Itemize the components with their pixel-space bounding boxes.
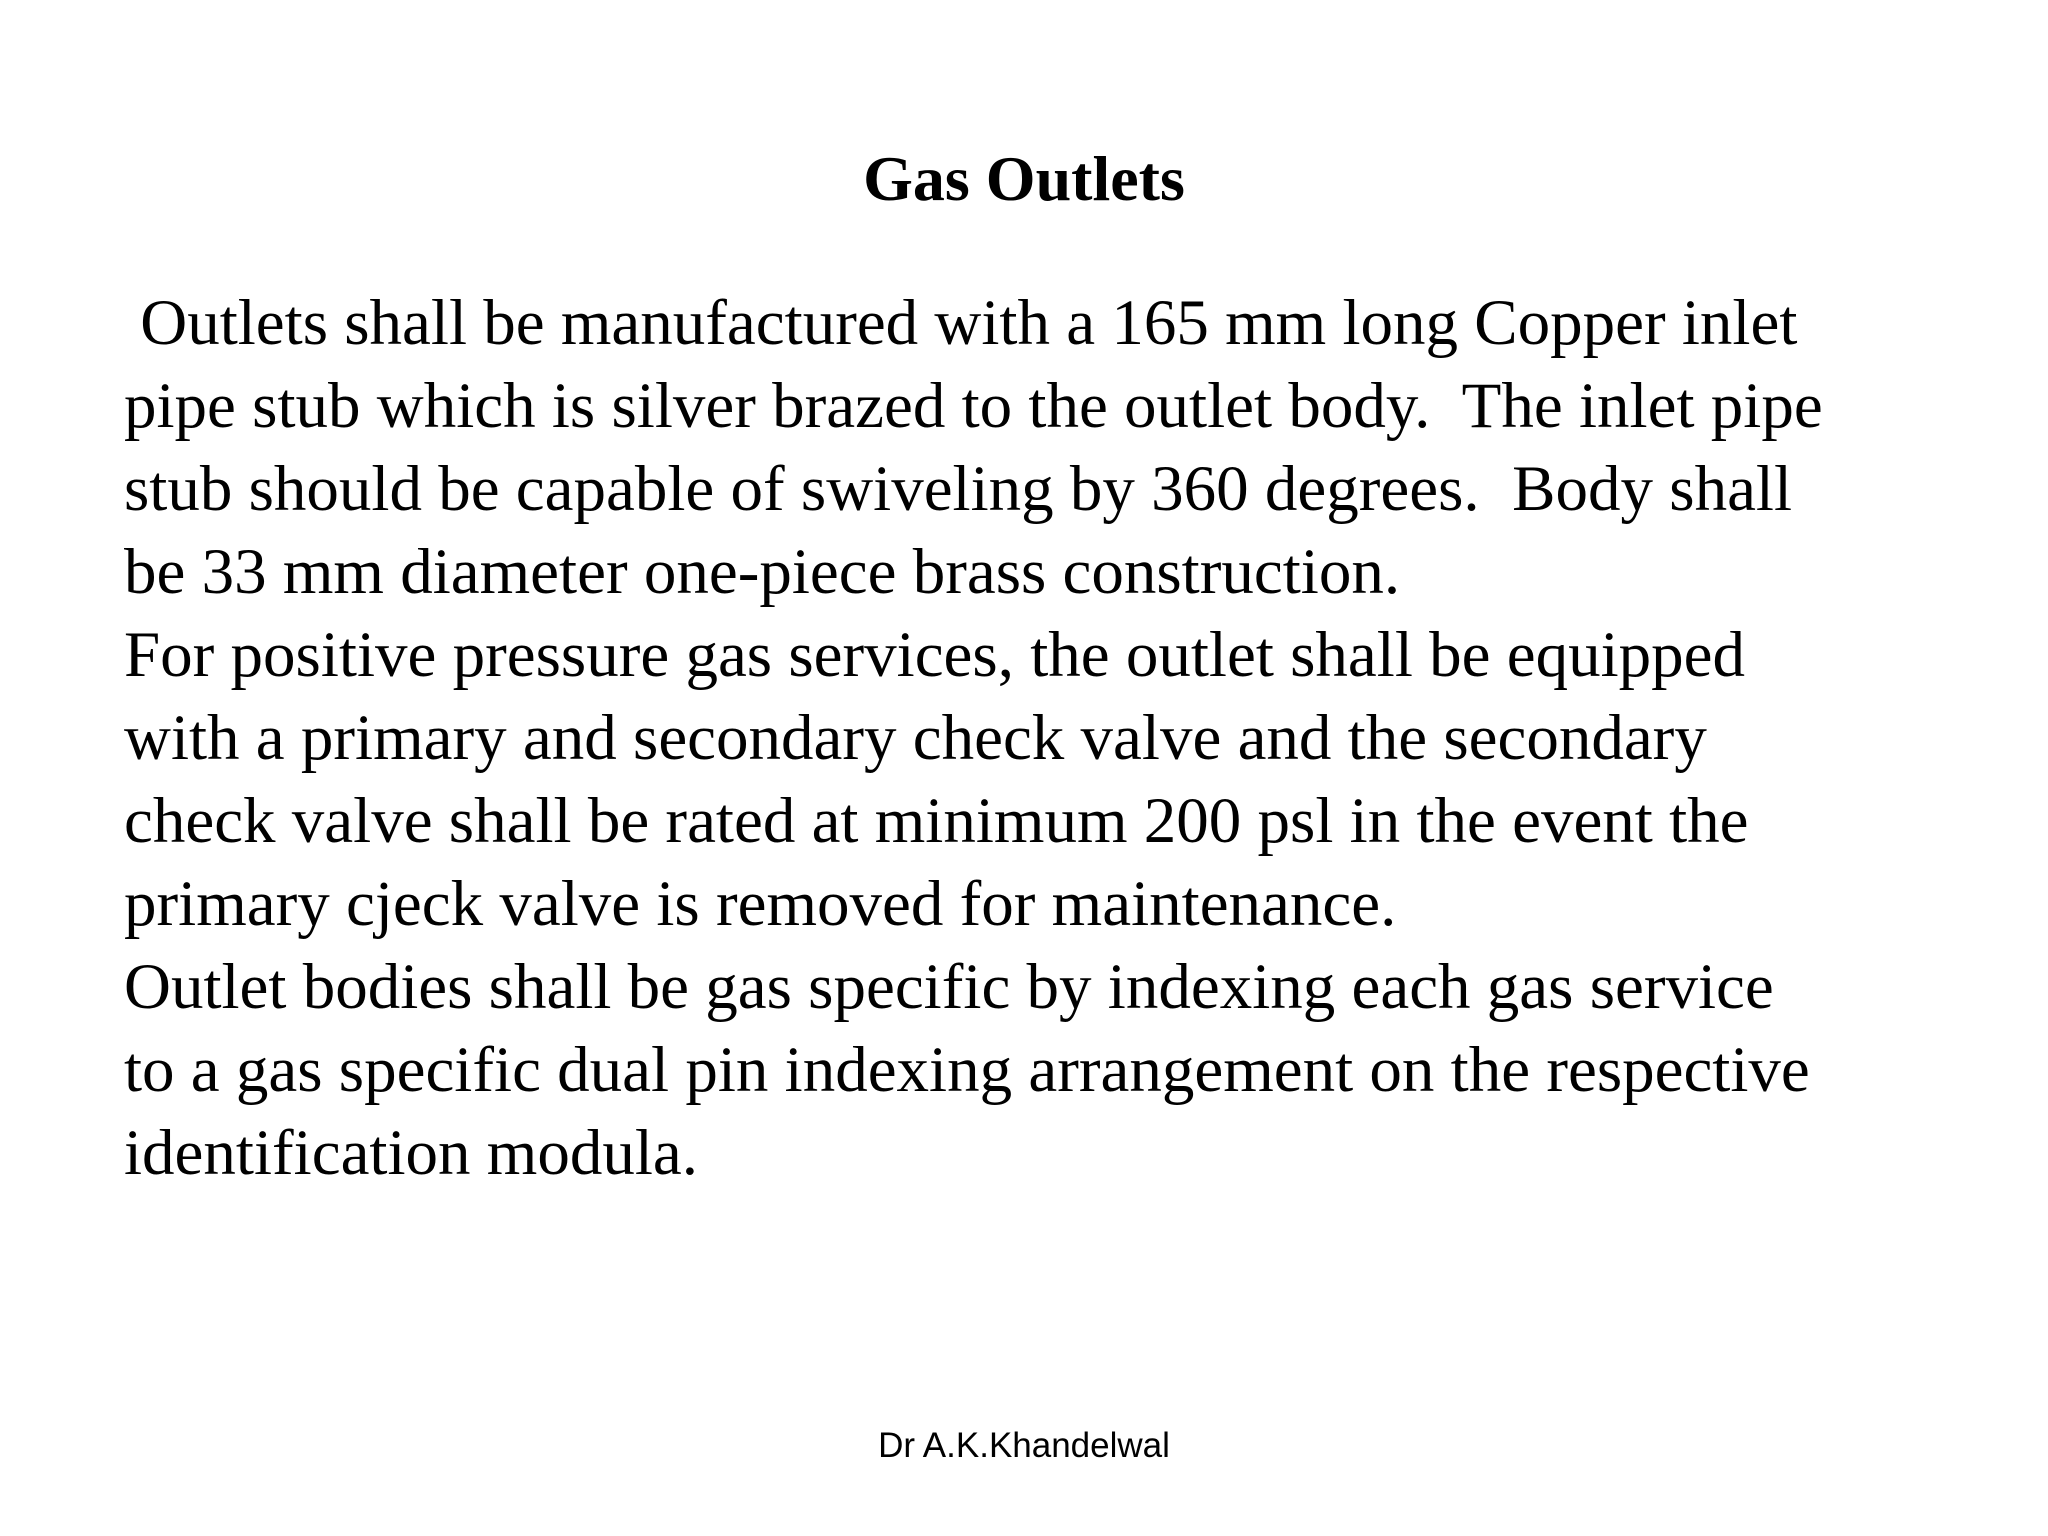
- body-line-1: Outlets shall be manufactured with a 165 mm long Copper inlet: [124, 287, 1798, 359]
- slide-body: [124, 282, 2004, 1195]
- body-line-4: be 33 mm diameter one-piece brass construction.: [124, 536, 1401, 608]
- slide-title: Gas Outlets: [863, 143, 1185, 214]
- body-line-10: to a gas specific dual pin indexing arrangement on the respective: [124, 1034, 1810, 1106]
- body-line-2: pipe stub which is silver brazed to the outlet body. The inlet pipe: [124, 370, 1823, 442]
- body-line-7: check valve shall be rated at minimum 200 psl in the event the: [124, 785, 1749, 857]
- body-line-6: with a primary and secondary check valve and the secondary: [124, 702, 1707, 774]
- body-line-8: primary cjeck valve is removed for maintenance.: [124, 868, 1397, 940]
- body-line-3: stub should be capable of swiveling by 360 degrees. Body shall: [124, 453, 1793, 525]
- body-line-9: Outlet bodies shall be gas specific by indexing each gas service: [124, 951, 1774, 1023]
- body-line-11: identification modula.: [124, 1117, 699, 1189]
- body-line-5: For positive pressure gas services, the outlet shall be equipped: [124, 619, 1746, 691]
- slide-footer-author: Dr A.K.Khandelwal: [878, 1426, 1170, 1465]
